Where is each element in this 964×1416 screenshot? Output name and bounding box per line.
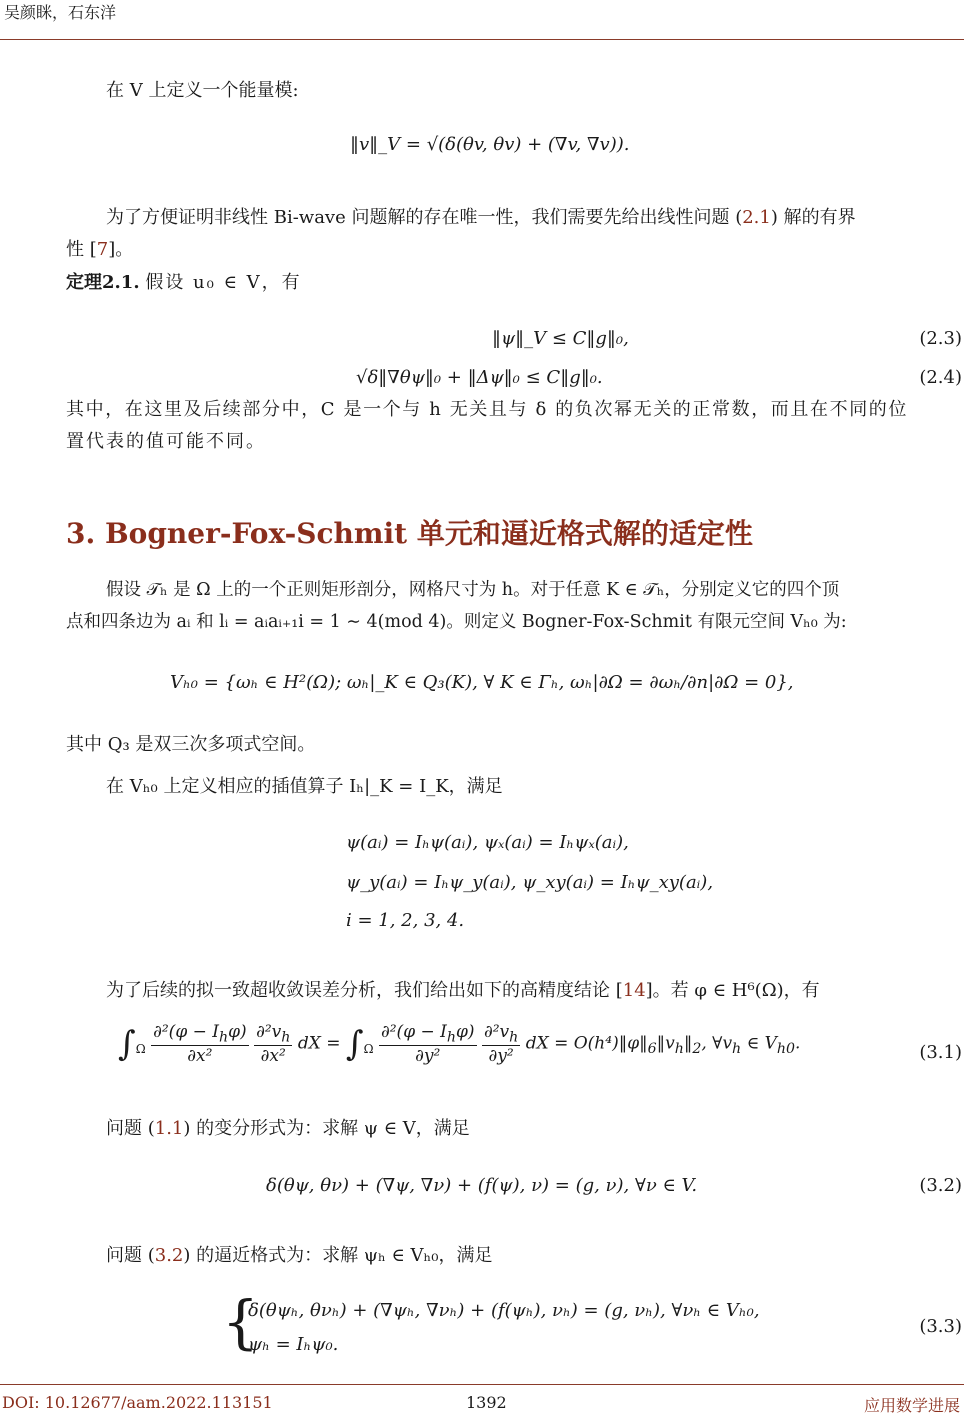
theorem-2-1	[66, 268, 302, 294]
paragraph-biwave-line1: 为了方便证明非线性 Bi-wave 问题解的存在唯一性，我们需要先给出线性问题 (2.1) 解的有界	[106, 207, 856, 228]
interpolation-condition-3: i = 1, 2, 3, 4.	[346, 910, 465, 931]
paragraph-energy: 在 V 上定义一个能量模:	[106, 80, 299, 101]
theorem-statement: 假设 u₀ ∈ V，有	[145, 272, 302, 293]
citation-link-14[interactable]: 14	[622, 980, 646, 1001]
equation-2-3: ‖ψ‖_V ≤ C‖g‖₀,	[492, 328, 629, 349]
equation-number-3-3: (3.3)	[919, 1316, 962, 1337]
equation-3-3-brace: {	[222, 1288, 259, 1356]
paragraph-mesh-line2: 点和四条边为 aᵢ 和 lᵢ = aᵢaᵢ₊₁i = 1 ∼ 4(mod 4)。则定义 Bogner-Fox-Schmit 有限元空间 Vₕ₀ 为:	[66, 612, 847, 632]
paragraph-approximation: 问题 (3.2) 的逼近格式为：求解 ψₕ ∈ Vₕ₀，满足	[106, 1245, 493, 1266]
paragraph-constant-line2: 置代表的值可能不同。	[66, 431, 266, 452]
equation-3-1: $\int_\Omega$ $\frac{\partial^2(\varphi - I_h\varphi)}{\text{∂x²}}$ $\frac{\partial^2v_h}{\text{∂x²}}$ dX = $\int_\Omega$ $\frac{\partial^2(\varphi - I_h\varphi)}{\text{∂y²}}$ $\frac{\partial^2v_h}{\text{∂y²}}$ dX = $O(h^4)‖\varphi‖_6‖v_h‖_2$, $\forall v_h$ ∈ $V_{h0}$.	[118, 1022, 801, 1067]
paragraph-q3: 其中 Q₃ 是双三次多项式空间。	[66, 734, 316, 755]
running-head-authors: 吴颜眯，石东洋	[4, 3, 117, 22]
footer-rule	[0, 1384, 964, 1385]
citation-link-3-2[interactable]: 3.2	[154, 1245, 184, 1266]
paragraph-variational: 问题 (1.1) 的变分形式为：求解 ψ ∈ V，满足	[106, 1118, 470, 1139]
section-title-3: 3. Bogner-Fox-Schmit 单元和逼近格式解的适定性	[66, 517, 753, 550]
theorem-label: 定理2.1.	[66, 272, 140, 293]
interpolation-condition-2: ψ_y(aᵢ) = Iₕψ_y(aᵢ), ψ_xy(aᵢ) = Iₕψ_xy(aᵢ),	[346, 872, 714, 893]
equation-3-2: δ(θψ, θν) + (∇ψ, ∇ν) + (f(ψ), ν) = (g, ν), ∀ν ∈ V.	[266, 1175, 698, 1196]
interpolation-condition-1: ψ(aᵢ) = Iₕψ(aᵢ), ψₓ(aᵢ) = Iₕψₓ(aᵢ),	[346, 832, 629, 853]
equation-2-4: √δ‖∇θψ‖₀ + ‖Δψ‖₀ ≤ C‖g‖₀.	[356, 367, 603, 388]
equation-3-3-line1: δ(θψₕ, θνₕ) + (∇ψₕ, ∇νₕ) + (f(ψₕ), νₕ) = (g, νₕ), ∀νₕ ∈ Vₕ₀,	[248, 1300, 760, 1321]
equation-number-2-3: (2.3)	[919, 328, 962, 349]
citation-link-1-1[interactable]: 1.1	[154, 1118, 184, 1139]
footer-doi-link[interactable]: DOI: 10.12677/aam.2022.113151	[2, 1393, 273, 1412]
equation-3-3-line2: ψₕ = Iₕψ₀.	[248, 1334, 339, 1355]
page-header	[0, 0, 964, 40]
citation-link-7[interactable]: 7	[96, 239, 109, 260]
footer-page-number: 1392	[466, 1393, 507, 1412]
paragraph-biwave-line2: 性 [7]。	[66, 239, 134, 260]
equation-number-3-2: (3.2)	[919, 1175, 962, 1196]
paragraph-mesh-line1: 假设 𝒯ₕ 是 Ω 上的一个正则矩形剖分，网格尺寸为 h。对于任意 K ∈ 𝒯ₕ，分别定义它的四个顶	[106, 580, 840, 600]
equation-vh0-definition: Vₕ₀ = {ωₕ ∈ H²(Ω); ωₕ|_K ∈ Q₃(K), ∀ K ∈ Γₕ, ωₕ|∂Ω = ∂ωₕ/∂n|∂Ω = 0},	[170, 672, 794, 693]
citation-link-2-1[interactable]: 2.1	[742, 207, 771, 228]
paragraph-interpolation: 在 Vₕ₀ 上定义相应的插值算子 Iₕ|_K = I_K，满足	[106, 776, 503, 797]
equation-energy-norm: ‖v‖_V = √(δ(θv, θv) + (∇v, ∇v)).	[350, 134, 630, 155]
paragraph-constant-line1: 其中，在这里及后续部分中，C 是一个与 h 无关且与 δ 的负次幂无关的正常数，而且在不同的位	[66, 399, 909, 420]
footer-journal-name[interactable]: 应用数学进展	[863, 1396, 960, 1415]
header-rule	[0, 39, 964, 40]
paragraph-superconvergence: 为了后续的拟一致超收敛误差分析，我们给出如下的高精度结论 [14]。若 φ ∈ H⁶(Ω)，有	[106, 980, 820, 1001]
equation-number-3-1: (3.1)	[919, 1042, 962, 1063]
equation-number-2-4: (2.4)	[919, 367, 962, 388]
